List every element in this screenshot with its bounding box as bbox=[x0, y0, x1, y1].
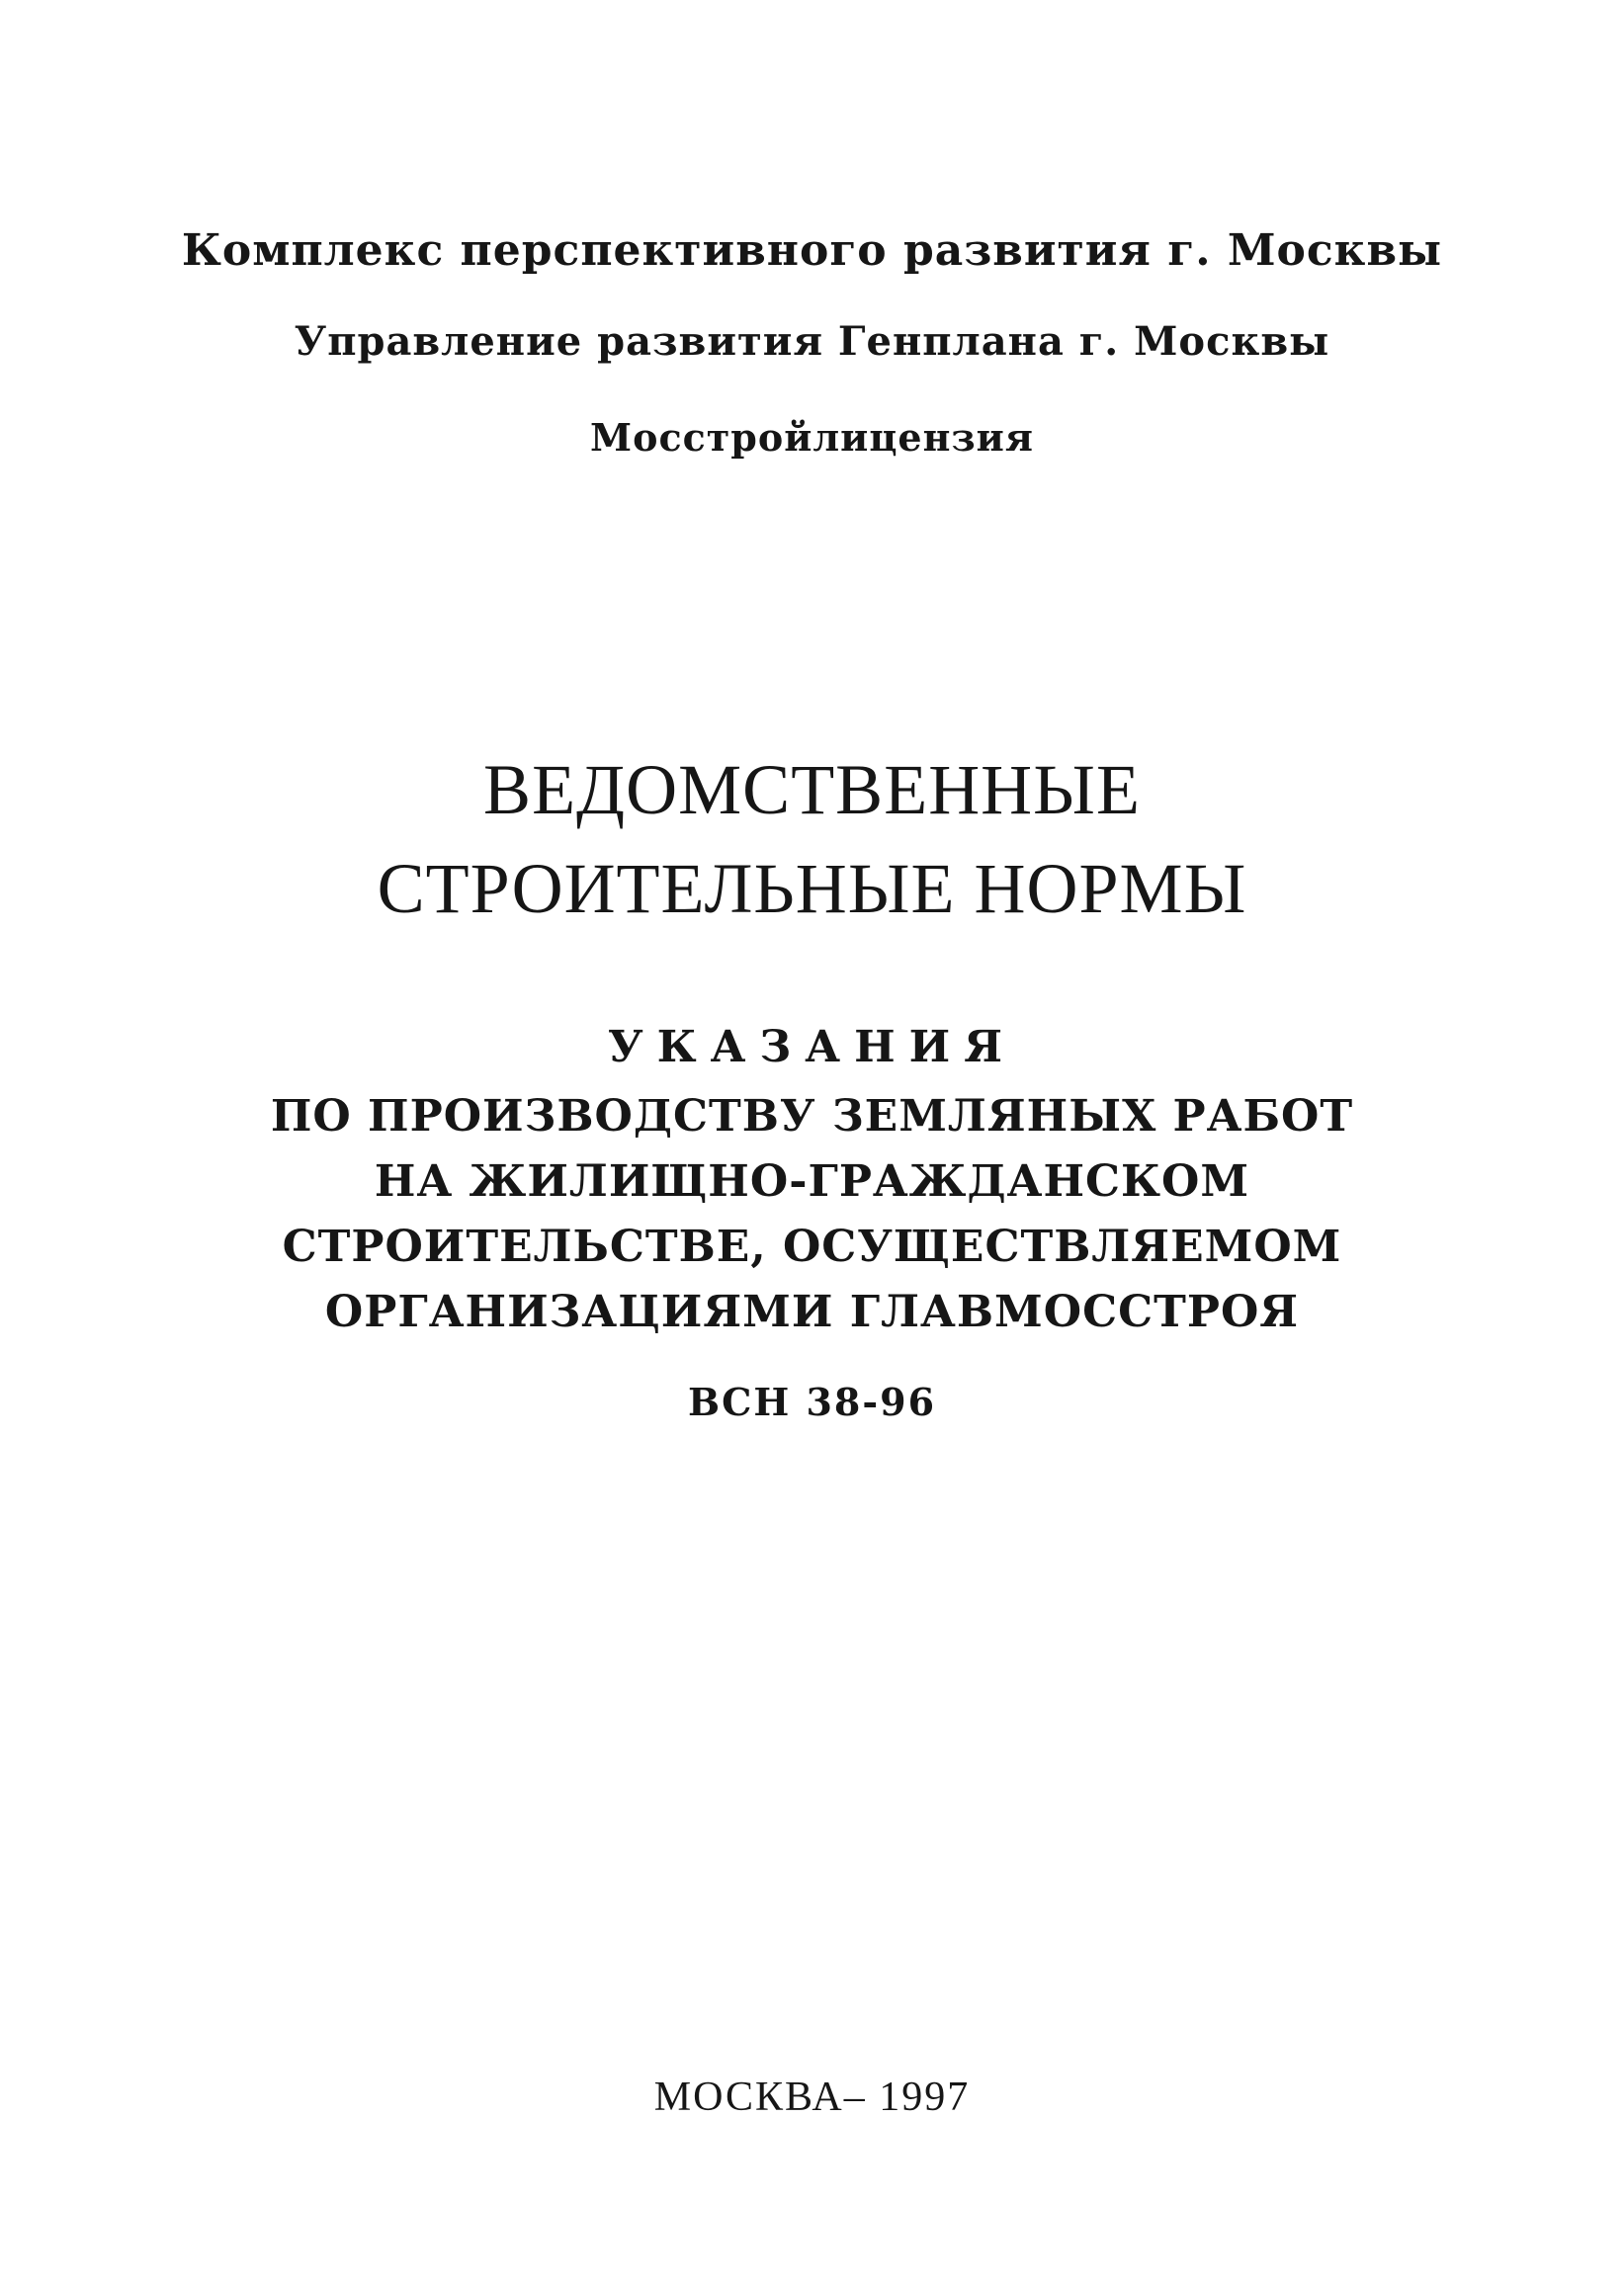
organization-line-2: Управление развития Генплана г. Москвы bbox=[294, 318, 1330, 365]
document-heading-line-1: ВЕДОМСТВЕННЫЕ bbox=[483, 750, 1141, 829]
subtitle-line-3: СТРОИТЕЛЬСТВЕ, ОСУЩЕСТВЛЯЕМОМ bbox=[282, 1222, 1342, 1272]
subtitle-line-2: НА ЖИЛИЩНО-ГРАЖДАНСКОМ bbox=[374, 1156, 1250, 1207]
place-and-year: МОСКВА– 1997 bbox=[653, 2075, 971, 2120]
organization-line-3: Мосстройлицензия bbox=[590, 415, 1034, 460]
subtitle-label: УКАЗАНИЯ bbox=[607, 1022, 1017, 1072]
subtitle-line-4: ОРГАНИЗАЦИЯМИ ГЛАВМОССТРОЯ bbox=[324, 1287, 1300, 1337]
organization-line-1: Комплекс перспективного развития г. Москвы bbox=[181, 225, 1443, 276]
subtitle-line-1: ПО ПРОИЗВОДСТВУ ЗЕМЛЯНЫХ РАБОТ bbox=[270, 1091, 1354, 1142]
document-code: ВСН 38-96 bbox=[687, 1380, 937, 1424]
document-heading-line-2: СТРОИТЕЛЬНЫЕ НОРМЫ bbox=[377, 849, 1247, 928]
